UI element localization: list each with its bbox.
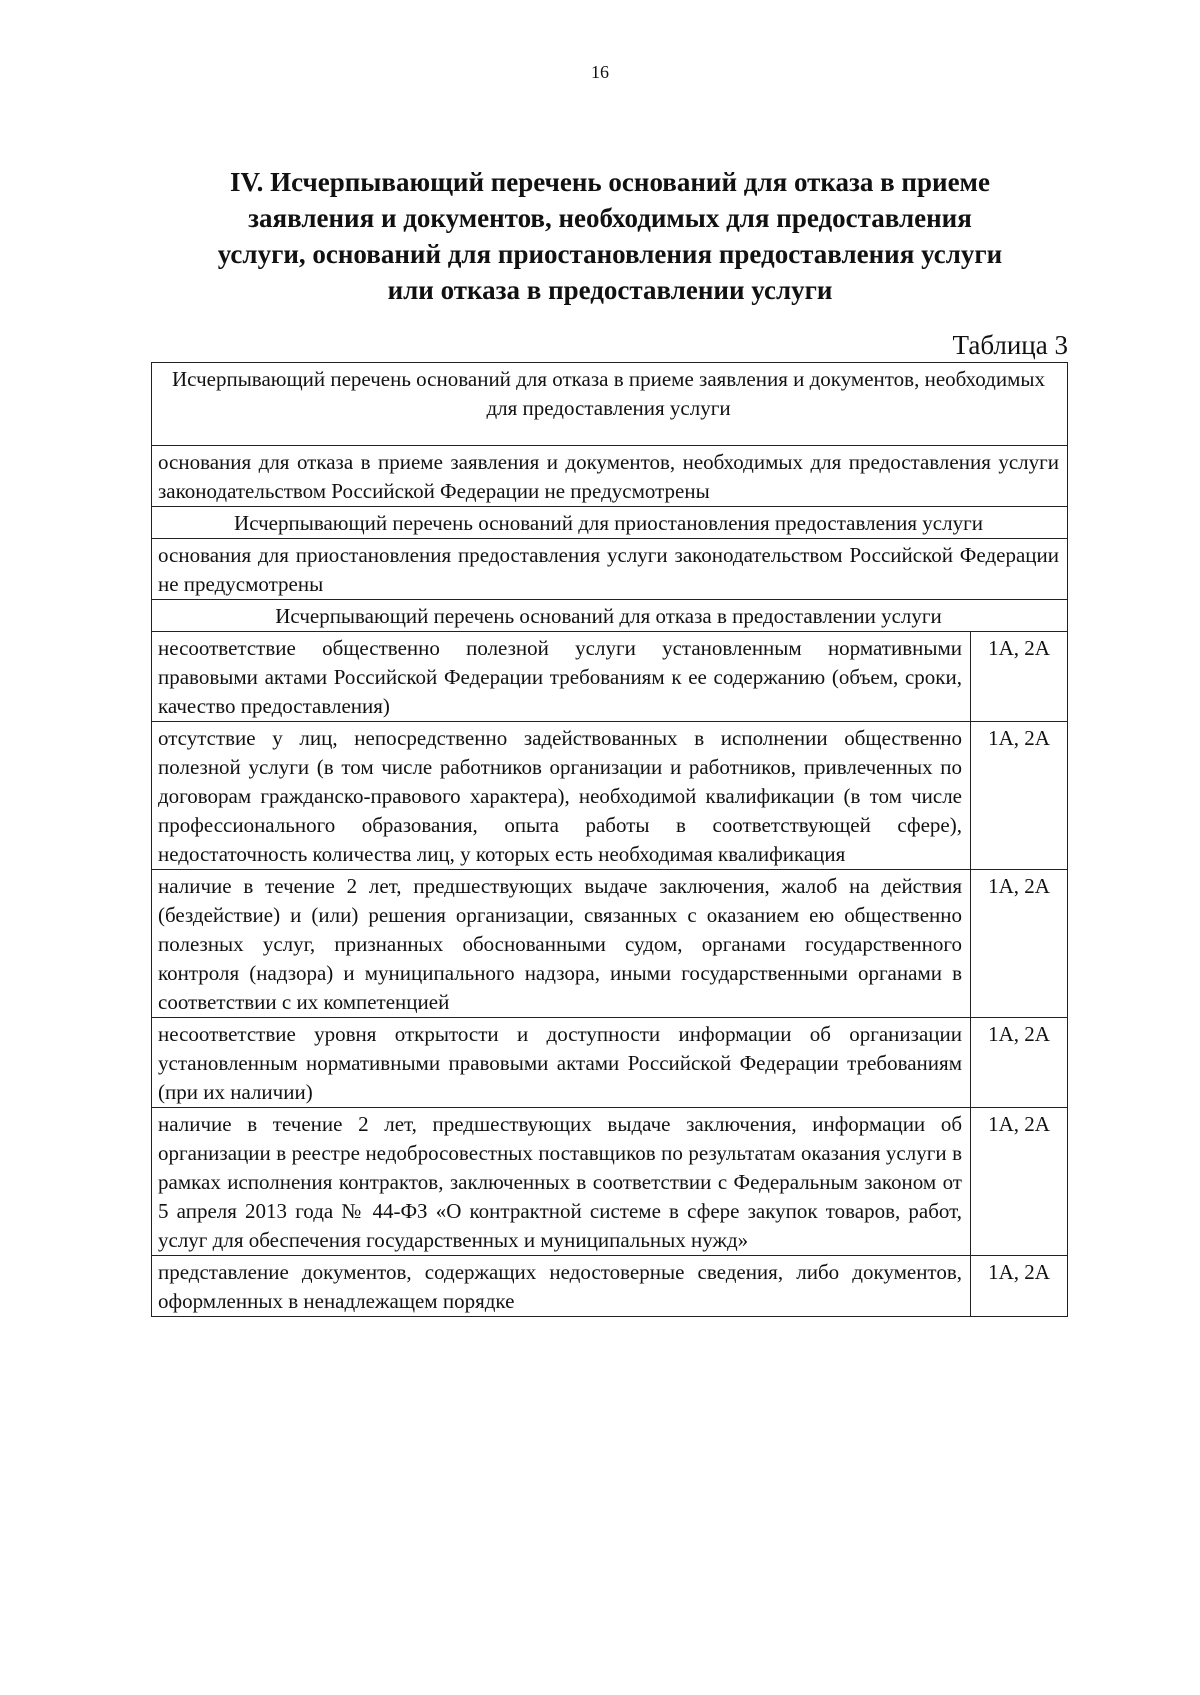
table-row: [152, 446, 1068, 507]
table-row: [152, 363, 1068, 446]
ground-text: представление документов, содержащих недостоверные сведения, либо документов, оформленных в ненадлежащем порядке: [152, 1256, 971, 1317]
table-row: [152, 1108, 1068, 1256]
ground-codes: 1А, 2А: [971, 1256, 1068, 1317]
heading-line: заявления и документов, необходимых для предоставления: [248, 203, 972, 233]
ground-codes: 1А, 2А: [971, 1108, 1068, 1256]
table-row: [152, 632, 1068, 722]
table-caption: Таблица 3: [952, 330, 1068, 360]
heading-line: услуги, оснований для приостановления предоставления услуги: [217, 239, 1003, 269]
ground-codes: 1А, 2А: [971, 722, 1068, 870]
ground-text: несоответствие уровня открытости и доступности информации об организации установленным нормативными правовыми актами Российской Федерации требованиям (при их наличии): [152, 1018, 971, 1108]
refusal-provision-title: Исчерпывающий перечень оснований для отказа в предоставлении услуги: [152, 600, 1068, 632]
ground-codes: 1А, 2А: [971, 870, 1068, 1018]
grounds-table: [151, 362, 1068, 1317]
section-heading: [150, 164, 1070, 308]
table-row: [152, 507, 1068, 539]
ground-codes: 1А, 2А: [971, 1018, 1068, 1108]
ground-text: наличие в течение 2 лет, предшествующих выдаче заключения, информации об организации в реестре недобросовестных поставщиков по результатам оказания услуги в рамках исполнения контрактов, заключенных в соответствии с Федеральным законом от 5 апреля 2013 года № 44-ФЗ «О контрактной системе в сфере закупок товаров, работ, услуг для обеспечения государственных и муниципальных нужд»: [152, 1108, 971, 1256]
table-row: [152, 1256, 1068, 1317]
suspension-title: Исчерпывающий перечень оснований для приостановления предоставления услуги: [152, 507, 1068, 539]
ground-text: несоответствие общественно полезной услуги установленным нормативными правовыми актами Российской Федерации требованиям к ее содержанию (объем, сроки, качество предоставления): [152, 632, 971, 722]
table-row: [152, 870, 1068, 1018]
refusal-acceptance-text: основания для отказа в приеме заявления и документов, необходимых для предоставления услуги законодательством Российской Федерации не предусмотрены: [152, 446, 1068, 507]
heading-line: или отказа в предоставлении услуги: [387, 275, 833, 305]
table-row: [152, 722, 1068, 870]
ground-text: отсутствие у лиц, непосредственно задействованных в исполнении общественно полезной услуги (в том числе работников организации и работников, привлеченных по договорам гражданско-правового характера), необходимой квалификации (в том числе профессионального образования, опыта работы в соответствующей сфере), недостаточность количества лиц, у которых есть необходимая квалификация: [152, 722, 971, 870]
table-row: [152, 600, 1068, 632]
page-number: 16: [591, 62, 609, 82]
table-row: [152, 539, 1068, 600]
ground-codes: 1А, 2А: [971, 632, 1068, 722]
table-row: [152, 1018, 1068, 1108]
heading-line: IV. Исчерпывающий перечень оснований для отказа в приеме: [230, 167, 990, 197]
suspension-text: основания для приостановления предоставления услуги законодательством Российской Федерации не предусмотрены: [152, 539, 1068, 600]
ground-text: наличие в течение 2 лет, предшествующих выдаче заключения, жалоб на действия (бездействие) и (или) решения организации, связанных с оказанием ею общественно полезных услуг, признанных обоснованными судом, органами государственного контроля (надзора) и муниципального надзора, иными государственными органами в соответствии с их компетенцией: [152, 870, 971, 1018]
refusal-acceptance-title: Исчерпывающий перечень оснований для отказа в приеме заявления и документов, необходимых для предоставления услуги: [152, 363, 1068, 446]
